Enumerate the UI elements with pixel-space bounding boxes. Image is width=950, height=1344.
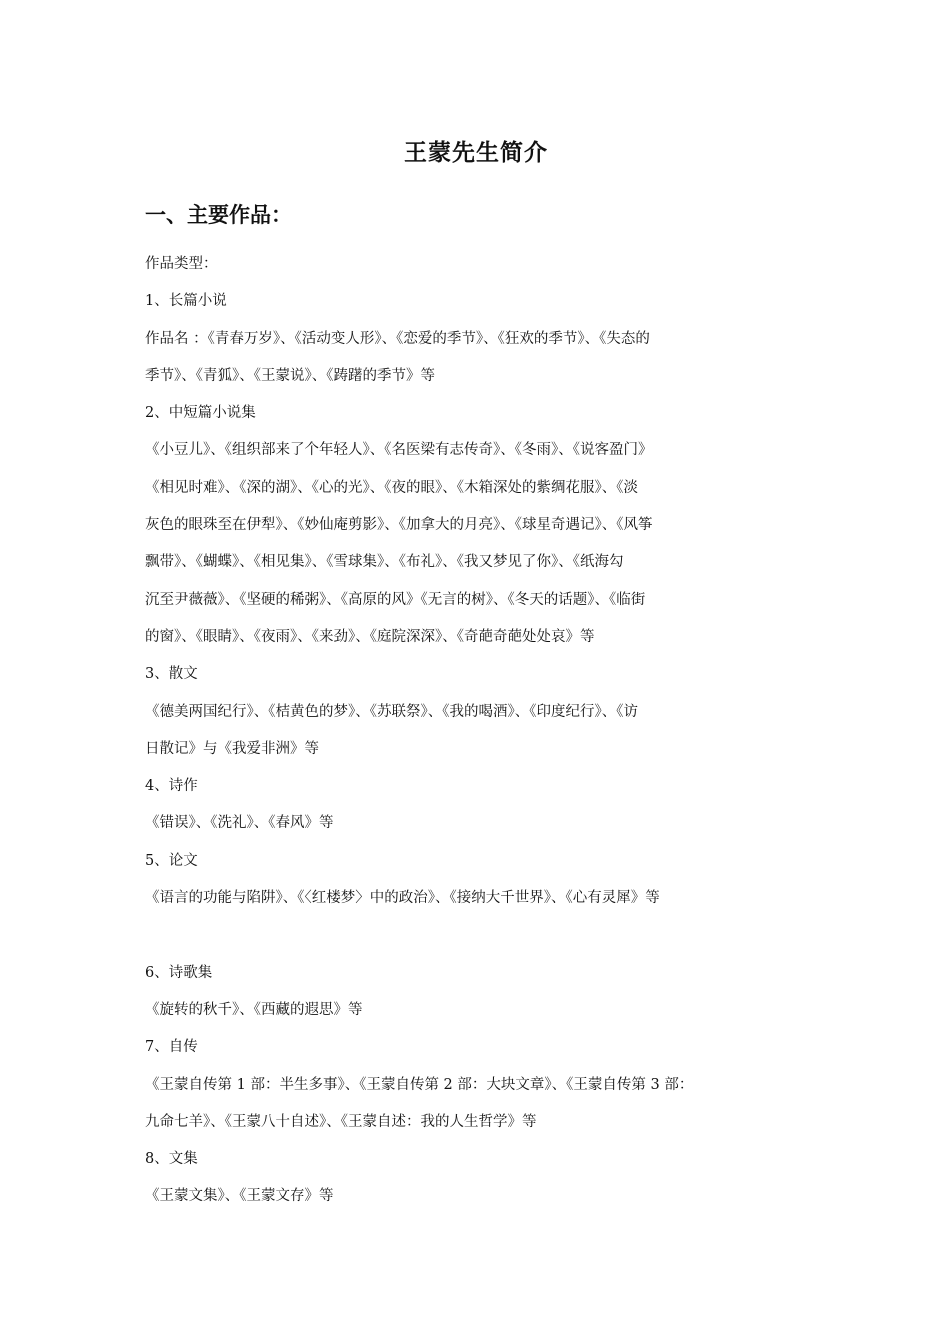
- category-text-line: 日散记》与《我爱非洲》等: [145, 740, 319, 757]
- category-text-line: 沉至尹薇薇》、《坚硬的稀粥》、《高原的风》《无言的树》、《冬天的话题》、《临街: [145, 591, 646, 608]
- category-label-autobiography: 7、自传: [145, 1039, 198, 1056]
- category-text-line: 飘带》、《蝴蝶》、《相见集》、《雪球集》、《布礼》、《我又梦见了你》、《纸海勾: [145, 554, 624, 571]
- category-text-line: 灰色的眼珠至在伊犁》、《妙仙庵剪影》、《加拿大的月亮》、《球星奇遇记》、《风筝: [145, 517, 653, 534]
- category-text-line: 《语言的功能与陷阱》、《〈红楼梦〉中的政治》、《接纳大千世界》、《心有灵犀》等: [145, 890, 660, 907]
- category-label-poetry-collections: 6、诗歌集: [145, 964, 213, 981]
- category-text-line: 《错误》、《洗礼》、《春风》等: [145, 815, 334, 832]
- category-label-novels: 1、长篇小说: [145, 293, 227, 310]
- category-label-short-stories: 2、中短篇小说集: [145, 405, 256, 422]
- category-text-line: 的窗》、《眼睛》、《夜雨》、《来劲》、《庭院深深》、《奇葩奇葩处处哀》等: [145, 628, 595, 645]
- category-label-collected-works: 8、文集: [145, 1151, 198, 1168]
- category-text-line: 《王蒙文集》、《王蒙文存》等: [145, 1188, 334, 1205]
- category-text-line: 《旋转的秋千》、《西藏的遐思》等: [145, 1001, 363, 1018]
- category-text-line: 《小豆儿》、《组织部来了个年轻人》、《名医梁有志传奇》、《冬雨》、《说客盈门》: [145, 442, 653, 459]
- category-text-line: 季节》、《青狐》、《王蒙说》、《踌躇的季节》等: [145, 367, 435, 384]
- section-heading-main-works: 一、主要作品：: [145, 203, 292, 227]
- category-label-papers: 5、论文: [145, 852, 198, 869]
- page-title: 王蒙先生简介: [404, 140, 548, 166]
- category-text-line: 《德美两国纪行》、《桔黄色的梦》、《苏联祭》、《我的喝酒》、《印度纪行》、《访: [145, 703, 638, 720]
- blank-line: [145, 917, 807, 954]
- category-label-essays: 3、散文: [145, 666, 198, 683]
- category-text-line: 《王蒙自传第 1 部：半生多事》、《王蒙自传第 2 部：大块文章》、《王蒙自传第 3 部：: [145, 1076, 694, 1093]
- works-type-intro: 作品类型：: [145, 256, 218, 272]
- category-text-line: 九命七羊》、《王蒙八十自述》、《王蒙自述：我的人生哲学》等: [145, 1113, 537, 1130]
- category-text-line: 《相见时难》、《深的湖》、《心的光》、《夜的眼》、《木箱深处的紫绸花服》、《淡: [145, 479, 638, 496]
- document-body: [145, 246, 807, 1216]
- category-text-line: 作品名 ：《青春万岁》、《活动变人形》、《恋爱的季节》、《狂欢的季节》、《失态的: [145, 330, 650, 347]
- category-label-poems: 4、诗作: [145, 778, 198, 795]
